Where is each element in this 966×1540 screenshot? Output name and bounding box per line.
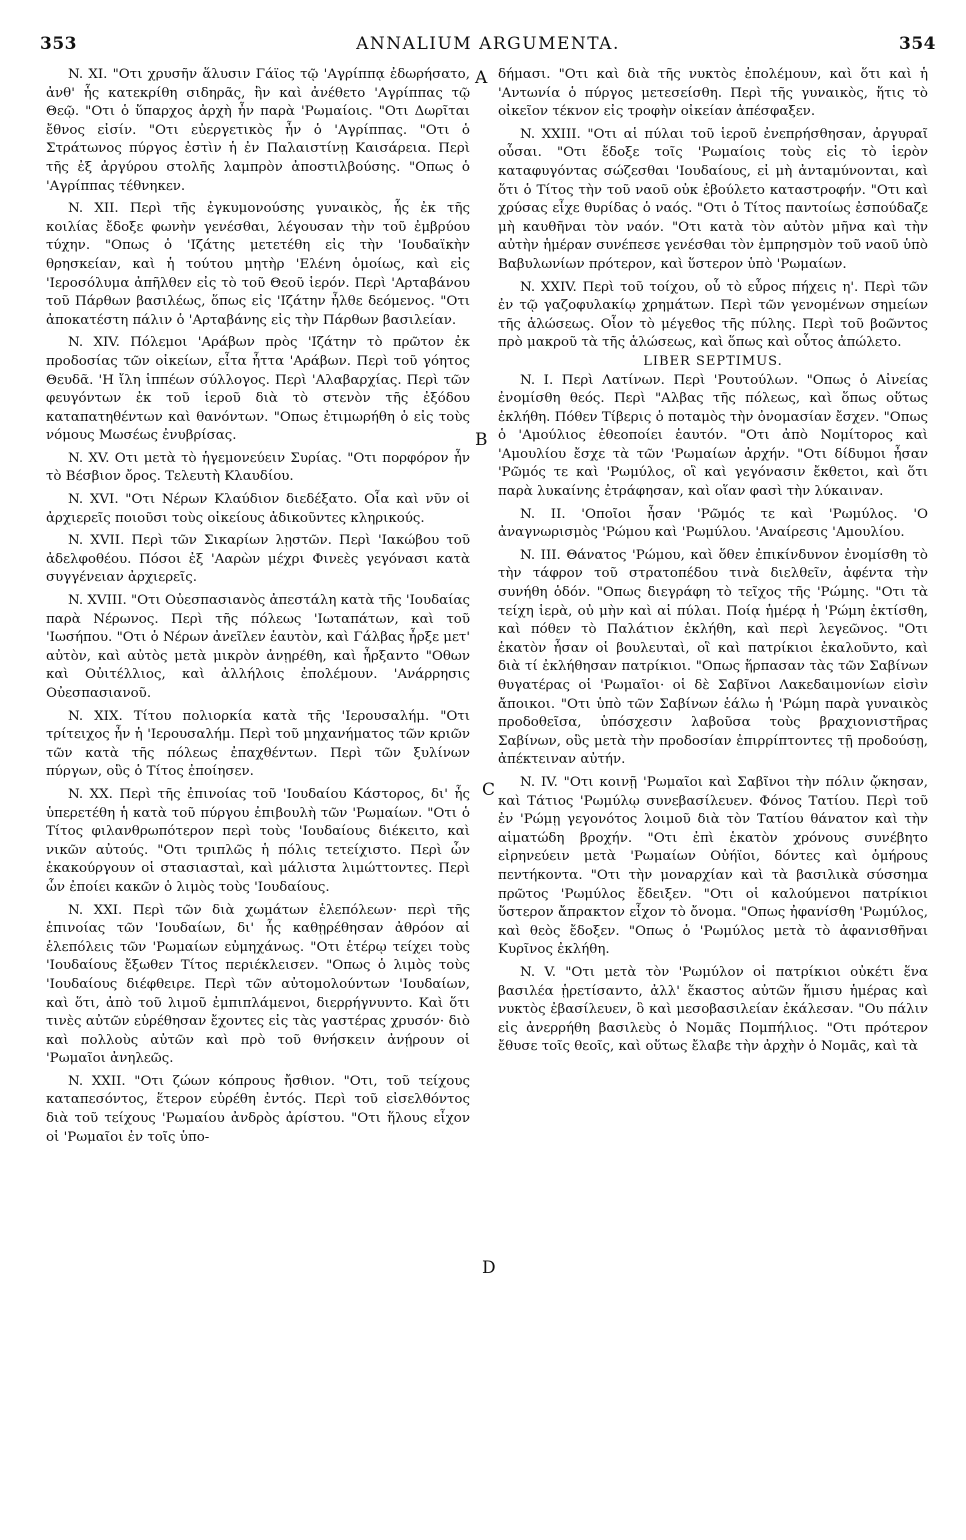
running-title: ANNALIUM ARGUMENTA. [356,34,620,54]
section-title: LIBER SEPTIMUS. [643,353,783,369]
left-page-number: 353 [40,34,77,54]
margin-marker-b: B [475,430,488,450]
margin-marker-a: A [475,68,488,88]
paragraph-n-xvi: N. XVI. "Οτι Νέρων Κλαύδιον διεδέξατο. Οἷα καὶ νῦν οἱ ἀρχιερεῖς ποιοῦσι τοὺς οἰκείους ἀδικοῦντες κληρικούς. [46,492,470,526]
paragraph-vii-n-v: N. V. "Οτι μετὰ τὸν 'Ρωμύλον οἱ πατρίκιοι οὐκέτι ἕνα βασιλέα ᾑρετίσαντο, ἀλλ' ἕκαστος αὐτῶν ἥμισυ ἡμέρας καὶ νυκτὸς ἐβασίλευεν, ὃ καὶ μεσοβασιλείαν ἐκάλεσαν. "Ου πάλιν εἰς ἀνερρήθη βασιλεὺς ὁ Νομᾶς Πομπήλιος. "Οτι πρότερον ἔθυσε τοῖς θεοῖς, καὶ οὕτως ἔλαβε τὴν ἀρχὴν ὁ Νομᾶς, καὶ τὰ [498,964,928,1055]
paragraph-n-xix: N. XIX. Τίτου πολιορκία κατὰ τῆς 'Ιερουσαλήμ. "Οτι τρίτειχος ἦν ἡ 'Ιερουσαλήμ. Περὶ τοῦ μηχανήματος τῶν κριῶν τῶν κατὰ τῆς πόλεως ἐπαχθέντων. Περὶ τῶν ξυλίνων πύργων, οὓς ὁ Τίτος ἐποίησεν. [46,708,470,780]
paragraph-n-xxii: N. XXII. "Οτι ζώων κόπρους ἤσθιον. "Οτι, τοῦ τείχους καταπεσόντος, ἕτερον εὑρέθη ἐντός. Περὶ τοῦ εἰσελθόντος διὰ τοῦ τείχους 'Ρωμαίου ἀνδρὸς ἀρίστου. "Οτι ἥλους εἶχον οἱ 'Ρωμαῖοι ἐν τοῖς ὑπο- [46,1073,470,1145]
paragraph-n-xx: N. XX. Περὶ τῆς ἐπινοίας τοῦ 'Ιουδαίου Κάστορος, δι' ἧς ὑπερετέθη ἡ κατὰ τοῦ πύργου ἐπιβουλὴ τῶν 'Ρωμαίων. "Οτι ὁ Τίτος φιλανθρωπότερον περὶ τοὺς 'Ιουδαίους διέκειτο, καὶ νικῶν αὐτούς. "Οτι τριπλῶς ἡ πόλις τετείχιστο. Περὶ ὧν ἐκακούργουν οἱ στασιασταὶ, καὶ μάλιστα λιμώττοντες. Περὶ ὧν ἐποίει κακῶν ὁ λιμὸς τοὺς 'Ιουδαίους. [46,786,470,895]
paragraph-vii-n-iv: N. IV. "Οτι κοινῇ 'Ρωμαῖοι καὶ Σαβῖνοι τὴν πόλιν ᾤκησαν, καὶ Τάτιος 'Ρωμύλῳ συνεβασίλευεν. Φόνος Τατίου. Περὶ τοῦ ἐν 'Ρώμῃ γεγονότος λοιμοῦ διὰ τὸν Τατίου θάνατον καὶ τὴν αἱματώδη βροχήν. "Οτι ἐπὶ ἑκατὸν χρόνους συνέβητο εἰρηνεύειν μετὰ 'Ρωμαίων Οὐήϊοι, δόντες καὶ ὁμήρους πεντήκοντα. "Οτι τὴν μοναρχίαν καὶ τὰ βασιλικὰ σύσσημα πρῶτος 'Ρωμύλος ἔδειξεν. "Οτι οἱ καλούμενοι πατρίκιοι ὕστερον ἄπρακτον εἶχον τὸ ὄνομα. "Οπως ἠφανίσθη 'Ρωμύλος, καὶ θεὸς ἔδοξεν. "Οπως ὁ 'Ρωμύλος μετὰ τὸ ἀφανισθῆναι Κυρῖνος ἐκλήθη. [498,774,928,958]
paragraph-n-xxiv: N. XXIV. Περὶ τοῦ τοίχου, οὗ τὸ εὖρος πήχεις η'. Περὶ τῶν ἐν τῷ γαζοφυλακίῳ χρημάτων. Περὶ τῶν γενομένων σημείων τῆς ἁλώσεως. Οἷον τὸ μέγεθος τῆς πύλης. Περὶ τοῦ βοῶντος πρὸ μακροῦ τὰ τῆς ἁλώσεως, καὶ ὅπως καὶ οὗτος ἀπώλετο. [498,279,928,351]
left-column [46,66,470,1147]
paragraph-n-xxi: N. XXI. Περὶ τῶν διὰ χωμάτων ἑλεπόλεων· περὶ τῆς ἐπινοίας τῶν 'Ιουδαίων, δι' ἧς καθῃρέθησαν ἀθρόον αἱ ἑλεπόλεις τῶν 'Ρωμαίων εὐμηχάνως. "Οτι ἑτέρῳ τείχει τοὺς 'Ιουδαίους ἔξωθεν Τίτος περιέκλεισεν. "Οπως ὁ λιμὸς τοὺς 'Ιουδαίους διέφθειρε. Περὶ τῶν αὐτομολούντων 'Ιουδαίων, καὶ ὅτι, ἀπὸ τοῦ λιμοῦ ἐμπιπλάμενοι, διερρήγνυντο. Καὶ ὅτι τινὲς αὐτῶν εὑρέθησαν ἔχοντες εἰς τὰς γαστέρας χρυσόν· διὸ καὶ πολλοὺς αὐτῶν καὶ πρὸ τοῦ θνήσκειν ἀνῄρουν οἱ 'Ρωμαῖοι ἀνηλεῶς. [46,902,470,1067]
right-column [498,66,928,1057]
paragraph-vii-n-ii: N. II. 'Οποῖοι ἦσαν 'Ρῶμός τε καὶ 'Ρωμύλος. 'Ο ἀναγνωρισμὸς 'Ρώμου καὶ 'Ρωμύλου. 'Αναίρεσις 'Αμουλίου. [498,506,928,541]
margin-marker-d: D [482,1258,496,1278]
right-page-number: 354 [899,34,936,54]
paragraph-vii-n-i: N. I. Περὶ Λατίνων. Περὶ 'Ρουτούλων. "Οπως ὁ Αἰνείας ἐνομίσθη θεός. Περὶ "Αλβας τῆς πόλεως, καὶ ὅπως οὕτως ἐκλήθη. Πόθεν Τίβερις ὁ ποταμὸς τὴν ὀνομασίαν ἔσχεν. "Οπως ὁ 'Αμούλιος ἐθεοποίει ἑαυτόν. "Οτι ἀπὸ Νομίτορος καὶ 'Αμουλίου ἔσχε τὰ τῶν 'Ρωμαίων ἀρχήν. "Οτι δίδυμοι ἦσαν 'Ρῶμός τε καὶ 'Ρωμύλος, οἳ καὶ γεγόνασιν ἔκθετοι, καὶ ὅτι παρὰ λυκαίνης ἐτράφησαν, καὶ οἵαν φασὶ τὴν λύκαιναν. [498,372,928,500]
paragraph-n-xiv: N. XIV. Πόλεμοι 'Αράβων πρὸς 'Ιζάτην τὸ πρῶτον ἐκ προδοσίας τῶν οἰκείων, εἶτα ἧττα 'Αράβων. Περὶ τοῦ γόητος Θευδᾶ. 'Η ἴλη ἱππέων σύλλογος. Περὶ 'Αλαβαρχίας. Περὶ τῶν φευγόντων ἐκ τοῦ ἱεροῦ διὰ τὸ στενὸν τῆς ἐξόδου καταπατηθέντων καὶ θανόντων. "Οπως ἐτιμωρήθη ὁ εἰς τοὺς νόμους Μωσέως ἐνυβρίσας. [46,335,470,444]
paragraph-n-xv: N. XV. Οτι μετὰ τὸ ἡγεμονεύειν Συρίας. "Οτι πορφόρον ἦν τὸ Βέσβιον ὄρος. Τελευτὴ Κλαυδίου. [46,450,470,485]
running-header [40,34,936,60]
paragraph-n-xii: N. XII. Περὶ τῆς ἐγκυμονούσης γυναικὸς, ἧς ἐκ τῆς κοιλίας ἔδοξε φωνὴν γενέσθαι, λέγουσαν τὴν τοῦ ἐμβρύου τύχην. "Οπως ὁ 'Ιζάτης μετετέθη εἰς τὴν 'Ιουδαϊκὴν θρησκείαν, καὶ ἡ τούτου μητὴρ 'Ελένη ὁμοίως, καὶ εἰς 'Ιεροσόλυμα ἀπῆλθεν εἰς τὸ τοῦ Θεοῦ ἱερόν. Περὶ 'Αρταβάνου τοῦ Πάρθων βασιλέως, ὅπως εἰς 'Ιζάτην ἦλθε δεόμενος. "Οτι ἀποκατέστη πάλιν ὁ 'Αρταβάνης εἰς τὴν Πάρθων βασιλείαν. [46,201,470,328]
paragraph-n-xviii: N. XVIII. "Οτι Οὐεσπασιανὸς ἀπεστάλη κατὰ τῆς 'Ιουδαίας παρὰ Νέρωνος. Περὶ τῆς πόλεως 'Ιωταπάτων, καὶ τοῦ 'Ιωσήπου. "Οτι ὁ Νέρων ἀνεῖλεν ἑαυτὸν, καὶ Γάλβας ἦρξε μετ' αὐτὸν, καὶ αὐτὸς μετὰ μικρὸν ἀνῃρέθη, καὶ ἦρξαντο "Οθων καὶ Οὐιτέλλιος, καὶ ἀλλήλοις ἐπολέμουν. 'Ανάρρησις Οὐεσπασιανοῦ. [46,593,470,701]
paragraph-continuation: δήμασι. "Οτι καὶ διὰ τῆς νυκτὸς ἐπολέμουν, καὶ ὅτι καὶ ἡ 'Αντωνία ὁ πύργος μετεσείσθη. Περὶ τῆς γυναικὸς, ἥτις τὸ οἰκεῖον τέκνον εἰς τροφὴν οἰκείαν ἀπέσφαξεν. [498,67,928,120]
paragraph-n-xxiii: N. XXIII. "Οτι αἱ πύλαι τοῦ ἱεροῦ ἐνεπρήσθησαν, ἀργυραῖ οὖσαι. "Οτι ἔδοξε τοῖς 'Ρωμαίοις τοὺς εἰς τὸ ἱερὸν καταφυγόντας σώζεσθαι 'Ιουδαίους, εἰ μὴ ἀνταμύνονται, καὶ ὅτι ὁ Τίτος τὴν τοῦ ναοῦ οὐκ ἐβούλετο καταστροφήν. "Οτι καὶ χρύσας εἶχε θυρίδας ὁ ναός. "Οτι ὁ Τίτος παντοίως ἐσπούδαζε μὴ καυθῆναι τὸν ναόν. "Οτι κατὰ τὸν αὐτὸν μῆνα καὶ τὴν αὐτὴν ἡμέραν συνέπεσε γενέσθαι τὸν ἐμπρησμὸν τοῦ ναοῦ ὑπὸ Βαβυλωνίων πρότερον, καὶ ὕστερον ὑπὸ 'Ρωμαίων. [498,126,928,272]
margin-marker-c: C [482,780,496,800]
paragraph-vii-n-iii: N. III. Θάνατος 'Ρώμου, καὶ ὅθεν ἐπικίνδυνον ἐνομίσθη τὸ τὴν τάφρον τοῦ στρατοπέδου τινὰ διελθεῖν, ἀφέντα τὴν συνήθη ὁδόν. "Οπως διεγράφη τὸ τεῖχος τῆς 'Ρώμης. "Οτι τὰ τείχη ἱερὰ, οὐ μὴν καὶ αἱ πύλαι. Ποίᾳ ἡμέρᾳ ἡ 'Ρώμη ἐκτίσθη, καὶ πόθεν τὸ Παλάτιον ἐκλήθη, καὶ περὶ λεγεῶνος. "Οτι ἑκατὸν ἦσαν οἱ βουλευταὶ, οἳ καὶ πατρίκιοι ἐκαλοῦντο, καὶ διὰ τί ἐκλήθησαν πατρίκιοι. "Οπως ἥρπασαν τὰς τῶν Σαβίνων θυγατέρας οἱ 'Ρωμαῖοι· οἱ δὲ Σαβῖνοι Λακεδαιμονίων εἰσὶν ἄποικοι. "Οτι ὑπὸ τῶν Σαβίνων ἑάλω ἡ 'Ρώμη παρὰ γυναικὸς προδοθεῖσα, ὑπόσχεσιν λαβοῦσα τοὺς βραχιονιστῆρας Σαβίνων, οὓς μετὰ τὴν προδοσίαν ἐπιρρίπτοντες τῇ προδούσῃ, ἀπέκτειναν αὐτήν. [498,547,928,768]
paragraph-n-xvii: N. XVII. Περὶ τῶν Σικαρίων λῃστῶν. Περὶ 'Ιακώβου τοῦ ἀδελφοθέου. Πόσοι ἐξ 'Ααρὼν μέχρι Φινεὲς γεγόνασι κατὰ συγγένειαν ἀρχιερεῖς. [46,533,470,586]
paragraph-n-xi: N. XI. "Οτι χρυσῆν ἅλυσιν Γάϊος τῷ 'Αγρίππᾳ ἐδωρήσατο, ἀνθ' ἧς κατεκρίθη σιδηρᾶς, ἣν καὶ ἀνέθετο 'Αγρίππας τῷ Θεῷ. "Οτι ὁ ὕπαρχος ἀρχὴ ἦν παρὰ 'Ρωμαίοις. "Οτι Δωρῖται ἔθνος εἰσίν. "Οτι εὐεργετικὸς ἦν ὁ 'Αγρίππας. "Οτι ὁ Στράτωνος πύργος ἐστὶν ἡ ἐν Παλαιστίνῃ Καισάρεια. Περὶ τῆς ἐξ ἀργύρου στολῆς λαμπρὸν ἀποστιλβούσης. "Οπως ὁ 'Αγρίππας τέθνηκεν. [46,67,470,194]
